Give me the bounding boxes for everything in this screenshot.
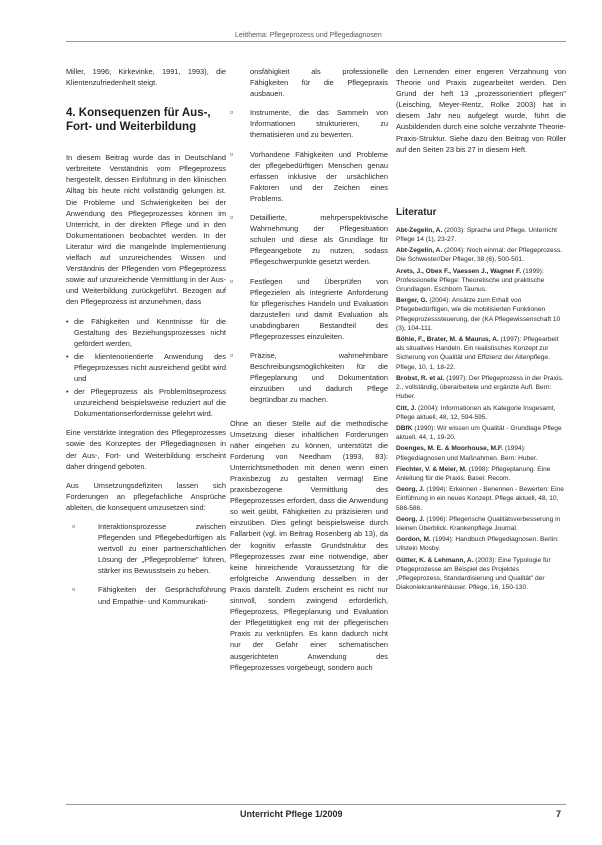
page-number: 7 (556, 809, 562, 819)
section-heading: 4. Konsequenzen für Aus-, Fort- und Weiterbildung (66, 107, 211, 134)
reference-item: Fiechter, V. & Meier, M. (1998): Pflegeplanung. Eine Anleitung für die Praxis. Basel: Recom. (396, 465, 551, 482)
reference-item: Brobst, R. et al. (1997): Der Pflegeprozess in der Praxis. 2., vollständig, überarbeitete und ergänzte Aufl. Bern: Huber. (396, 374, 564, 401)
bullet-icon: ▫ (230, 350, 234, 361)
list-item: ▫ Detaillierte, mehrperspektivische Wahrnehmung der Pflegesituation schulen und diese als Grundlage für Pflegeangebote zu nutzen, sodass Pflegeschwerpunkte gesetzt werden. (230, 212, 388, 267)
reference-item: Citt, J. (2004): Informationen als Kategorie Insgesamt, Pflege aktuell, 48, 12, 594-595. (396, 404, 556, 421)
reference-item: Arets, J., Obex F., Vaessen J., Wagner F. (1999): Professionelle Pflege: Theoretische und praktische Grundlagen. Eschborn Taunus. (396, 267, 545, 294)
bullet-icon: ▫ (230, 212, 234, 223)
paragraph: In diesem Beitrag wurde das in Deutschland verbreitete Verständnis vom Pflegeprozess hergestellt, dessen Einführung in den klinischen Alltag bis heute nicht vollständig gelungen ist. Die Probleme und Schwierigkeiten bei der Anwendung des Pflegeprozesses können im Unterricht, in der direkten Pflege und in den Dokumentationen beobachtet werden. In der Literatur wird die mangelnde Implementierung vielfach auf unzureichendes Wissen und Verständnis der Pflegenden vom Pflegeprozess sowie auf unzureichende Vermittlung in der Aus- und Weiterbildung zurückgeführt. Bezogen auf den Pflegeprozess ist anzunehmen, dass (66, 153, 226, 307)
requirements-list (230, 107, 388, 405)
bullet-icon: ▫ (230, 148, 234, 159)
reference-item: Abt-Zegelin, A. (2004): Noch einmal: der Pflegeprozess. Die Schwester/Der Pfleger, 38 (6), 500-501. (396, 247, 563, 264)
bullet-icon: ▫ (72, 521, 76, 531)
column-2 (230, 66, 388, 681)
reference-item: Georg, J. (1994): Erkennen - Benennen - Bewerten: Eine Einführung in ein neues Konzept. Pflege aktuell, 48, 10, 586-586. (396, 486, 564, 512)
requirements-list (66, 521, 226, 607)
reference-item: Abt-Zegelin, A. (2003): Sprache und Pflege. Unterricht Pflege 14 (1), 23-27. (396, 226, 558, 244)
reference-item: Berger, G. (2004): Ansätze zum Erhalt von Pflegebedürftigen, wie die mobilisierten Funktionen Pflegeprozesssteuerung, der (KA Pflegewissenschaft 10 (3), 104-111. (396, 297, 561, 332)
reference-item: DBfK (1990): Wir wissen um Qualität - Grundlage Pflege aktuell, 44, 1, 19-20. (396, 424, 562, 442)
list-item: ▫ Präzise, wahrnehmbare Beschreibungsmöglichkeiten für die Pflegeplanung und Dokumentation einzuüben und dadurch Pflege begründbar zu machen. (230, 350, 388, 405)
bullet-icon: ▫ (72, 584, 76, 595)
list-item: ▫ Interaktionsprozesse zwischen Pflegenden und Pflegebedürftigen als wertvoll zu einer partnerschaftlichen Lösung der „Pflegeprobleme" führen, stärker ins Bewusstsein zu heben. (66, 521, 226, 576)
reference-list (396, 226, 566, 593)
paragraph: onsfähigkeit als professionelle Fähigkeiten für die Pflegepraxis ausbauen. (250, 67, 388, 99)
column-3 (396, 66, 566, 594)
reference-item: Gütter, K. & Lehmann, A. (2003): Eine Typologie für Pflegeprozesse am Beispiel des Projektes „Pflegeprozess, Standardisierung und Qualität" der Diakoniekrankenhäuser. Pflege, 16, 150-130. (396, 556, 551, 592)
paragraph: Ohne an dieser Stelle auf die methodische Umsetzung dieser inhaltlichen Forderungen näher eingehen zu können, unterstützt die Forderung von Needham (1993, 83): Unterrichtsmethoden mit denen wenn einen Praxisbezug zu gestalten vermag! Eine praxisbezogene Vermittlung des Pflegeprozesses erfordert, dass die Anwendung so weit geübt, Fähigkeiten zu präzisieren und einzuüben. Dies gelingt beispielsweise durch Fallarbeit (vgl. im Beitrag Rosenberg ab 13), da der kognitiv erfasste Grundstruktur des Pflegeprozesses zwar eine notwendige, aber keine hinreichende Voraussetzung für die erfolgreiche Anwendung desselben in der Praxis darstellt. Zudem erscheint es nicht nur sinnvoll, sondern zwingend erforderlich, Pflegeprozess, Pflegeplanung und Evaluation der Pflegetätigkeit eng mit der pflegerischen Praxis zu verknüpfen. Es kann dadurch nicht nur der Gefahr einer schematischen ausgerichteten Anwendung des Pflegeprozesses vorgebeugt, sondern auch (230, 418, 388, 672)
list-item: • der Pflegeprozess als Problemlöseprozess unzureichend beispielsweise reduziert auf die Dokumentationserfordernisse gelehrt wird. (66, 386, 226, 419)
paragraph: den Lernenden einer engeren Verzahnung von Theorie und Praxis zugearbeitet werden. Den Grund der heft 13 „prozessorientiert pflegen" (Leisching, Meyer-Rentz, Rolke 2003) hat in diesem Jahr neu aufgelegt wurde, führt die Ausbildenden durch eine solche verzahnte Theorie-Praxis-Struktur. Siehe dazu den Beitrag von Rüller auf den Seiten 23 bis 27 in diesem Heft. (396, 67, 566, 154)
paragraph: Eine verstärkte Integration des Pflegeprozesses sowie des Konzeptes der Pflegediagnosen in der Aus-, Fort- und Weiterbildung erscheint daher dringend geboten. (66, 428, 226, 471)
bullet-list (66, 316, 226, 420)
header-rule (66, 41, 566, 42)
list-item: ▫ Festlegen und Überprüfen von Pflegezielen als integrierte Anforderung für pflegerisches Handeln und Evaluation darzustellen und damit Evaluation als unabdingbaren Bestandteil des Pflegeprozesses einzuleiten. (230, 275, 388, 341)
intro-fragment: Miller, 1996; Kirkevinke, 1991, 1993), die KlientenzufriedenheIt steigt. (66, 67, 226, 88)
list-item: ▫ Vorhandene Fähigkeiten und Probleme der pflegebedürftigen Menschen genau erfassen inklusive der ursächlichen Faktoren und der Zeichen eines Problems. (230, 148, 388, 203)
list-item: • die Fähigkeiten und Kenntnisse für die Gestaltung des Beziehungsprozesses nicht gefördert werden, (66, 316, 226, 349)
literature-heading: Literatur (396, 206, 437, 218)
bullet-icon: ▫ (230, 107, 234, 118)
list-item: ▫ Fähigkeiten der Gesprächsführung und Empathie- und Kommunikati- (66, 584, 226, 606)
reference-item: Böhle, F., Brater, M. & Maurus, A. (1997): Pflegearbeit als situatives Handeln. Ein realistisches Konzept zur Sicherung von Qualität und Effizienz der Altenpflege. Pflege, 10, 1, 18-22. (396, 336, 559, 371)
journal-footer: Unterricht Pflege 1/2009 (240, 809, 343, 819)
list-item: ▫ Instrumente, die das Sammeln von Informationen strukturieren, zu thematisieren und zu bewerten. (230, 107, 388, 140)
reference-item: Georg, J. (1996): Pflegerische Qualitätsverbesserung in kleinen Überblick. Krankenpflege Journal. (396, 515, 561, 532)
paragraph: Aus Umsetzungsdefiziten lassen sich Forderungen an pflegefachliche Ansprüche ableiten, die konsequent umzusetzen sind: (66, 480, 226, 512)
list-item: • die klientenorientierte Anwendung des Pflegeprozesses nicht ausreichend geübt wird und (66, 351, 226, 384)
footer-rule (66, 804, 566, 805)
reference-item: Gordon, M. (1994): Handbuch Pflegediagnosen. Berlin: Ullstein Mosby. (396, 536, 559, 553)
running-head: Leitthema: Pflegeprozess und Pflegediagnosen (235, 32, 382, 39)
column-1 (66, 66, 226, 615)
reference-item: Doenges, M. E. & Moorhouse, M.F. (1994): Pflegediagnosen und Maßnahmen. Bern: Huber. (396, 445, 538, 462)
bullet-icon: ▫ (230, 275, 234, 286)
